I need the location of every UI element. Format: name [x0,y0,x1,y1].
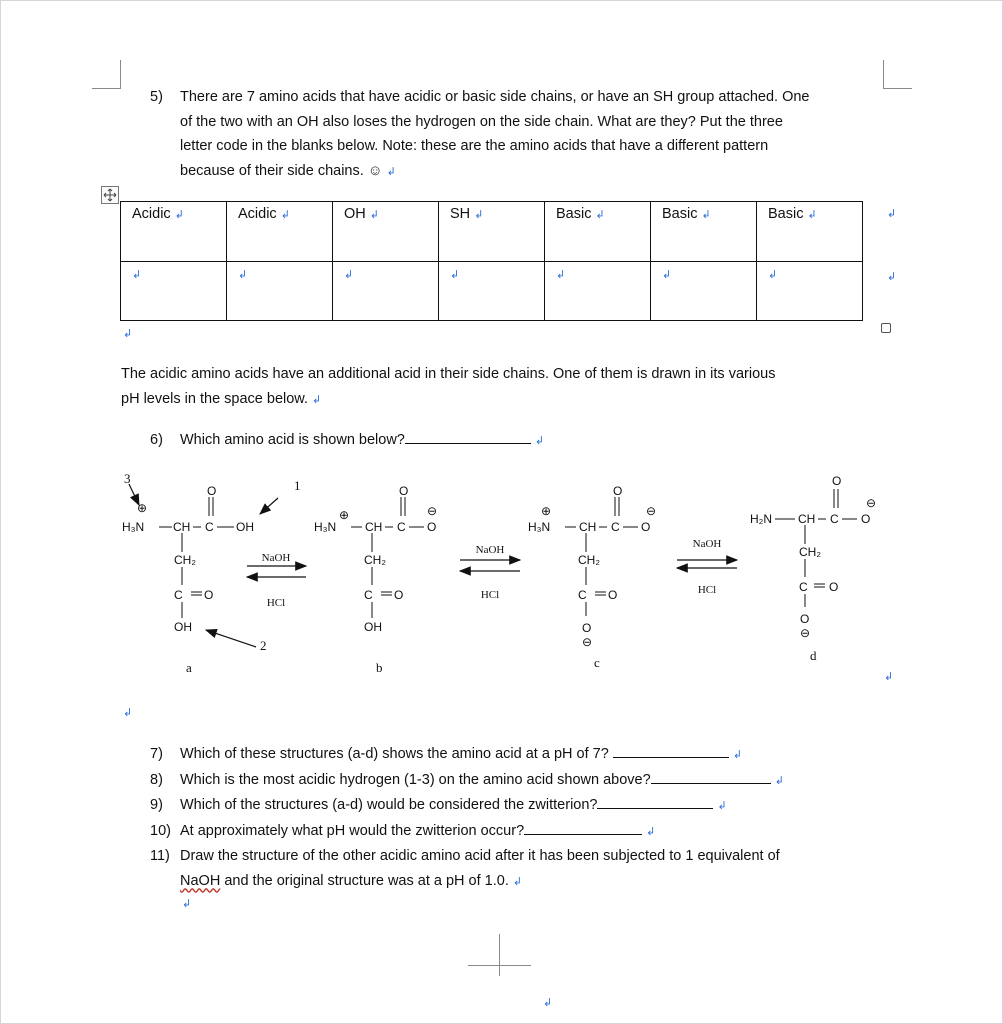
reagent-naoh: NaOH [692,538,722,550]
side-chain-oxygen: O [204,588,214,602]
side-chain-oxygen: O [829,580,839,594]
question-line: because of their side chains. ☺ [180,162,383,179]
reagent-hcl: HCl [697,584,717,596]
positive-charge: ⊕ [137,501,148,515]
reagent-naoh: NaOH [475,544,505,556]
positive-charge: ⊕ [339,508,350,522]
intro-line: pH levels in the space below. [121,390,308,407]
table-cell[interactable] [757,202,863,262]
answer-cell[interactable] [757,262,863,321]
question-number: 7) [150,746,163,762]
table-cell[interactable] [545,202,651,262]
cell-label: Acidic [238,206,277,222]
answer-cell[interactable] [121,262,227,321]
carbonyl-oxygen: O [399,484,409,498]
question-item [150,768,784,794]
question-item [150,793,784,819]
question-number: 11) [150,848,170,864]
side-chain-oxygen: O [394,588,404,602]
reagent-hcl: HCl [266,597,286,609]
ammonium-group: H₃N [314,520,337,534]
question-line: letter code in the blanks below. Note: these are the amino acids that have a different pattern [180,138,769,154]
question-item [150,742,784,768]
carbonyl-oxygen: O [613,484,623,498]
question-list [150,742,784,894]
paragraph-mark-icon: ↲ [807,209,817,221]
move-icon [102,187,118,203]
answer-cell[interactable] [651,262,757,321]
question-number: 8) [150,771,163,788]
paragraph-mark-icon: ↲ [386,165,396,178]
carbonyl-carbon: C [397,520,406,534]
paragraph-mark-icon: ↲ [646,825,656,838]
answer-cell[interactable] [545,262,651,321]
paragraph-mark-icon: ↲ [174,209,184,221]
question-5-text [180,85,810,184]
question-item [150,819,784,845]
paragraph-mark-icon: ↲ [344,269,354,281]
answer-cell[interactable] [333,262,439,321]
intro-paragraph [121,362,775,412]
side-chain-hydroxyl: OH [174,620,192,634]
paragraph-mark-icon: ↲ [556,269,566,281]
structure-label: d [810,648,817,663]
reagent-naoh: NaOH [261,552,291,564]
structure-label: c [594,655,600,670]
question-item [150,844,784,869]
paragraph-mark-icon: ↲ [732,749,743,761]
structure-label: b [376,660,383,675]
paragraph-mark-icon: ↲ [701,209,711,221]
crop-mark-bottom-bar [468,965,531,967]
question-text: Draw the structure of the other acidic amino acid after it has been subjected to 1 equivalent of [180,848,780,864]
carbonyl-carbon: C [611,520,620,534]
question-line: There are 7 amino acids that have acidic or basic side chains, or have an SH group attached. One [180,89,810,105]
methylene-group: CH₂ [578,553,600,567]
paragraph-mark-icon: ↲ [450,269,460,281]
question-text: Which of these structures (a-d) shows the amino acid at a pH of 7? [180,746,609,762]
question-text: Which of the structures (a-d) would be considered the zwitterion? [180,797,598,813]
answer-cell[interactable] [439,262,545,321]
carbonyl-oxygen: O [832,474,842,488]
question-number: 10) [150,822,171,839]
carboxylate-oxygen: O [427,520,437,534]
crop-mark-top-left [92,60,121,89]
answer-blank[interactable] [597,794,713,809]
carboxylate-oxygen: O [861,512,871,526]
question-6-text [180,428,544,454]
table-header-row [121,202,863,262]
question-number: 9) [150,797,163,813]
carboxylate-oxygen: O [641,520,651,534]
question-text: and the original structure was at a pH of 1.0. [220,872,509,889]
table-cell[interactable] [439,202,545,262]
negative-charge: ⊖ [427,504,438,518]
side-chain-carbon: C [174,588,183,602]
table-resize-handle[interactable] [881,323,891,333]
negative-charge: ⊖ [866,496,877,510]
cell-label: Basic [662,206,698,222]
question-line: of the two with an OH also loses the hydrogen on the side chain. What are they? Put the three [180,113,783,130]
reagent-hcl: HCl [480,589,500,601]
paragraph-mark-icon: ↲ [717,800,727,812]
ammonium-group: H₃N [122,520,145,534]
alpha-carbon: CH [365,520,383,534]
table-move-handle[interactable] [101,186,119,204]
paragraph-mark-icon: ↲ [280,209,290,221]
paragraph-mark-icon: ↲ [512,875,523,888]
answer-blank[interactable] [613,743,729,758]
paragraph-mark-icon: ↲ [312,393,322,406]
paragraph-mark-icon: ↲ [768,269,778,281]
cell-label: Basic [768,206,804,222]
paragraph-mark-icon: ↲ [369,209,379,221]
pointer-arrow-1 [260,498,278,514]
cell-label: Acidic [132,206,171,222]
alpha-carbon: CH [173,520,191,534]
paragraph-mark-icon: ↲ [123,328,133,340]
carbonyl-oxygen: O [207,484,217,498]
negative-charge: ⊖ [582,635,593,649]
alpha-carbon: CH [798,512,816,526]
side-chain-carbon: C [799,580,808,594]
question-number: 5) [150,89,163,105]
amino-acid-table [120,201,863,321]
question-item-continuation [150,869,784,895]
methylene-group: CH₂ [799,545,821,559]
table-cell[interactable] [333,202,439,262]
question-5 [150,85,163,110]
hydrogen-number: 3 [124,471,131,486]
answer-cell[interactable] [227,262,333,321]
amine-group: H₂N [750,512,772,526]
row-end-mark-icon: ↲ [887,208,897,220]
paragraph-mark-icon: ↲ [543,997,553,1009]
cell-label: Basic [556,206,592,222]
paragraph-mark-icon: ↲ [774,774,784,787]
paragraph-mark-icon: ↲ [884,671,894,683]
negative-charge: ⊖ [646,504,657,518]
answer-blank[interactable] [405,429,531,444]
side-chain-hydroxyl: OH [364,620,382,634]
methylene-group: CH₂ [174,553,196,567]
paragraph-mark-icon: ↲ [123,707,133,719]
cell-label: SH [450,206,471,222]
question-6 [150,428,163,453]
paragraph-mark-icon: ↲ [662,269,672,281]
paragraph-mark-icon: ↲ [534,435,545,447]
structure-label: a [186,660,192,675]
table-cell[interactable] [651,202,757,262]
alpha-carbon: CH [579,520,597,534]
question-text: Which is the most acidic hydrogen (1-3) on the amino acid shown above? [180,771,651,788]
side-chain-carbon: C [364,588,373,602]
side-chain-carbon: C [578,588,587,602]
question-text: Which amino acid is shown below? [180,432,405,448]
reaction-scheme [110,466,900,681]
side-chain-carboxylate-oxygen: O [582,621,592,635]
table-cell[interactable] [121,202,227,262]
table-cell[interactable] [227,202,333,262]
hydrogen-number: 1 [294,478,301,493]
side-chain-oxygen: O [608,588,618,602]
positive-charge: ⊕ [541,504,552,518]
carbonyl-carbon: C [205,520,214,534]
paragraph-mark-icon: ↲ [238,269,248,281]
paragraph-mark-icon: ↲ [182,898,192,910]
answer-blank[interactable] [524,820,642,835]
table-answer-row [121,262,863,321]
side-chain-carboxylate-oxygen: O [800,612,810,626]
paragraph-mark-icon: ↲ [474,209,484,221]
spellcheck-word[interactable]: NaOH [180,872,221,889]
hydroxyl-group: OH [236,520,254,534]
intro-line: The acidic amino acids have an additional acid in their side chains. One of them is drawn in its various [121,366,776,382]
methylene-group: CH₂ [364,553,386,567]
hydrogen-number: 2 [260,638,267,653]
question-number: 6) [150,432,163,448]
pointer-arrow-2 [206,630,256,647]
question-text: At approximately what pH would the zwitterion occur? [180,822,525,839]
paragraph-mark-icon: ↲ [595,209,605,221]
negative-charge: ⊖ [800,626,811,640]
crop-mark-top-right [883,60,912,89]
crop-mark-bottom [499,934,501,976]
paragraph-mark-icon: ↲ [132,269,142,281]
carbonyl-carbon: C [830,512,839,526]
row-end-mark-icon: ↲ [887,271,897,283]
answer-blank[interactable] [651,769,771,784]
ammonium-group: H₃N [528,520,551,534]
cell-label: OH [344,206,366,222]
